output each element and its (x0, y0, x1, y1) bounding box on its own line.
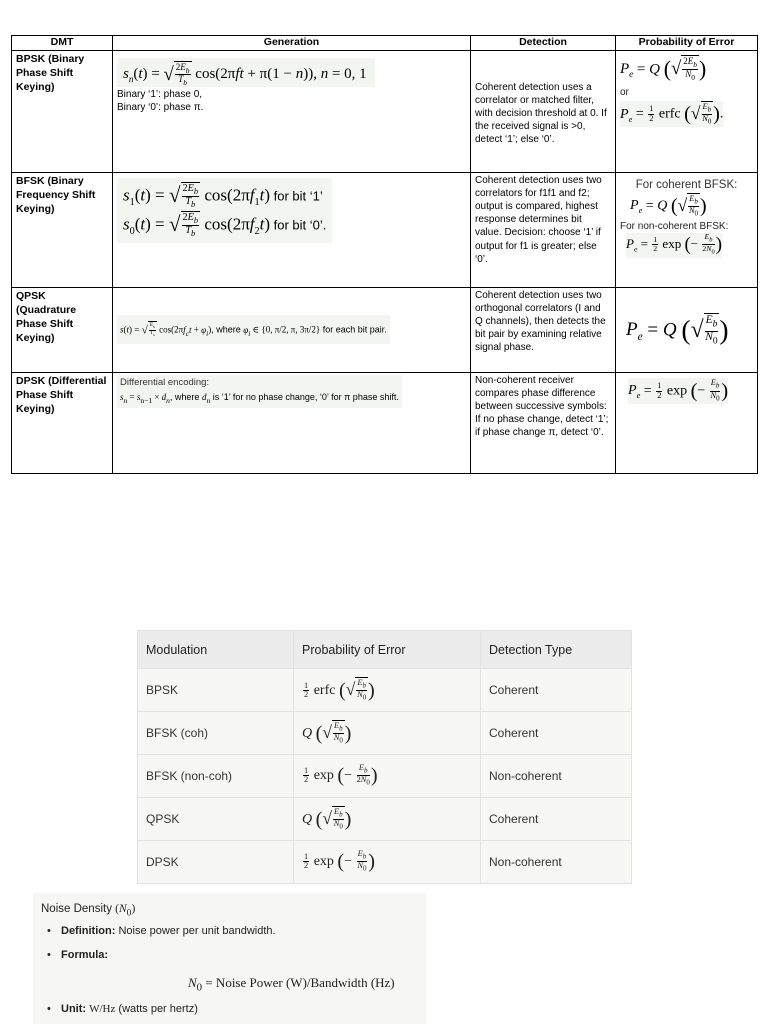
bpsk-name: BPSK (Binary Phase Shift Keying) (12, 50, 113, 172)
summary-row-bfsk-coh (138, 712, 632, 755)
bfsk-eq-bit-0: $s_0(t)$ = √ $\frac{2E_b}{T_b}$ $\cos(2\pi f_2t)$ for bit ‘0’. (123, 212, 327, 239)
dpsk-name: DPSK (Differential Phase Shift Keying) (12, 372, 113, 473)
dpsk-generation-equation: $s_n = s_{n-1} \times d_n$, where $d_n$ is ‘1’ for no phase change, ‘0’ for π phase shift. (120, 391, 399, 405)
noise-unit-item: • Unit: W/Hz (watts per hertz) (47, 1003, 198, 1015)
qpsk-name: QPSK (Quadrature Phase Shift Keying) (12, 287, 113, 372)
row-bfsk (12, 172, 758, 287)
bfsk-noncoherent-formula: $P_e$ = $\frac{1}{2}$ exp (− $\frac{E_b}{2N_0}$ ) (626, 232, 722, 257)
summary-header-detection-type: Detection Type (481, 631, 632, 669)
summary-modulation: BPSK (138, 669, 294, 712)
bpsk-generation-equation: $s_n(t)$ = √ $\frac{2E_b}{T_b}$ cos(2πft + π(1 − n)), n = 0, 1 (117, 58, 375, 87)
summary-row-bpsk (138, 669, 632, 712)
bfsk-eq-bit-1: $s_1(t)$ = √ $\frac{2E_b}{T_b}$ $\cos(2\pi f_1t)$ for bit ‘1’ (123, 182, 323, 209)
bfsk-probability (616, 172, 758, 287)
bpsk-or-label: or (620, 86, 629, 98)
dpsk-detection: Non-coherent receiver compares phase difference between successive symbols: If no phase change, detect ‘1’; if phase change π, detect ‘0’. (471, 372, 616, 473)
dpsk-generation-block (117, 375, 402, 408)
summary-modulation: BFSK (non-coh) (138, 755, 294, 798)
summary-modulation: BFSK (coh) (138, 712, 294, 755)
dpsk-probability (616, 372, 758, 473)
dpsk-pe-formula: $P_e$ = $\frac{1}{2}$ exp (− $\frac{E_b}{N_0}$ ) (628, 378, 729, 403)
summary-probability: Q (√ $\frac{E_b}{N_0}$ ) (294, 798, 481, 841)
row-dpsk (12, 372, 758, 473)
bfsk-coherent-label: For coherent BFSK: (635, 178, 738, 191)
header-generation: Generation (113, 36, 471, 51)
summary-row-qpsk (138, 798, 632, 841)
bpsk-generation (113, 50, 471, 172)
dpsk-generation (113, 372, 471, 473)
summary-detection: Non-coherent (481, 841, 632, 884)
noise-density-panel (33, 893, 426, 1024)
header-row (12, 36, 758, 51)
qpsk-generation-equation: s(t) = √ $\frac{E_s}{T_s}$ $\cos(2\pi f_ct + \varphi_i)$, where $\varphi_i$ ∈ {0, π/2, π, 3π/2} for each bit pair. (117, 315, 390, 344)
bpsk-pe-q-formula: $P_e = Q$ (√ $\frac{2E_b}{N_0}$ ) (620, 56, 707, 82)
row-bpsk (12, 50, 758, 172)
bpsk-gen-note-1: Binary ‘1’: phase 0, (117, 89, 203, 101)
bfsk-generation-equations (117, 178, 332, 243)
summary-row-bfsk-noncoh (138, 755, 632, 798)
bpsk-pe-erfc-formula: $P_e$ = $\frac{1}{2}$ erfc (√ $\frac{E_b}{N_0}$ ). (620, 101, 724, 126)
probability-summary-table (137, 630, 632, 884)
summary-header-probability: Probability of Error (294, 631, 481, 669)
noise-density-title: Noise Density $(N_0)$ (41, 903, 136, 919)
summary-modulation: DPSK (138, 841, 294, 884)
dpsk-gen-title: Differential encoding: (120, 376, 210, 388)
summary-detection: Non-coherent (481, 755, 632, 798)
summary-table-panel (137, 630, 631, 884)
noise-formula-item: • Formula: (47, 949, 108, 961)
summary-modulation: QPSK (138, 798, 294, 841)
row-qpsk (12, 287, 758, 372)
summary-probability: $\frac{1}{2}$ exp (− $\frac{E_b}{2N_0}$ ) (294, 755, 481, 798)
qpsk-detection: Coherent detection uses two orthogonal correlators (I and Q channels), then detects the bit pair by examining relative signal phase. (471, 287, 616, 372)
bpsk-probability (616, 50, 758, 172)
noise-formula: $N_0$ = Noise Power (W)/Bandwidth (Hz) (188, 975, 395, 994)
header-dmt: DMT (12, 36, 113, 51)
summary-row-dpsk (138, 841, 632, 884)
bpsk-gen-note-0: Binary ‘0’: phase π. (117, 102, 204, 114)
summary-header-row (138, 631, 632, 669)
summary-probability: Q (√ $\frac{E_b}{N_0}$ ) (294, 712, 481, 755)
summary-header-modulation: Modulation (138, 631, 294, 669)
summary-probability: $\frac{1}{2}$ erfc (√ $\frac{E_b}{N_0}$ ) (294, 669, 481, 712)
bfsk-noncoherent-label: For non-coherent BFSK: (620, 221, 729, 233)
summary-detection: Coherent (481, 798, 632, 841)
bfsk-generation (113, 172, 471, 287)
bpsk-detection: Coherent detection uses a correlator or matched filter, with decision threshold at 0. If the received signal is >0, detect ‘1’; else ‘0’. (471, 50, 616, 172)
header-probability-of-error: Probability of Error (616, 36, 758, 51)
summary-detection: Coherent (481, 712, 632, 755)
noise-definition-item: • Definition: Noise power per unit bandwidth. (47, 925, 276, 937)
summary-detection: Coherent (481, 669, 632, 712)
qpsk-pe-formula: $P_e = Q$ (√ $\frac{E_b}{N_0}$ ) (626, 313, 729, 346)
summary-probability: $\frac{1}{2}$ exp (− $\frac{E_b}{N_0}$ ) (294, 841, 481, 884)
qpsk-probability (616, 287, 758, 372)
bfsk-name: BFSK (Binary Frequency Shift Keying) (12, 172, 113, 287)
bfsk-coherent-formula: $P_e = Q$ (√ $\frac{E_b}{N_0}$ ) (630, 193, 707, 218)
qpsk-generation (113, 287, 471, 372)
bfsk-detection: Coherent detection uses two correlators for f1f1 and f2; output is compared, highest response determines bit value. Decision: choose ‘1’ if output for f1 is greater; else ‘0’. (471, 172, 616, 287)
header-detection: Detection (471, 36, 616, 51)
modulation-comparison-table (11, 35, 758, 474)
